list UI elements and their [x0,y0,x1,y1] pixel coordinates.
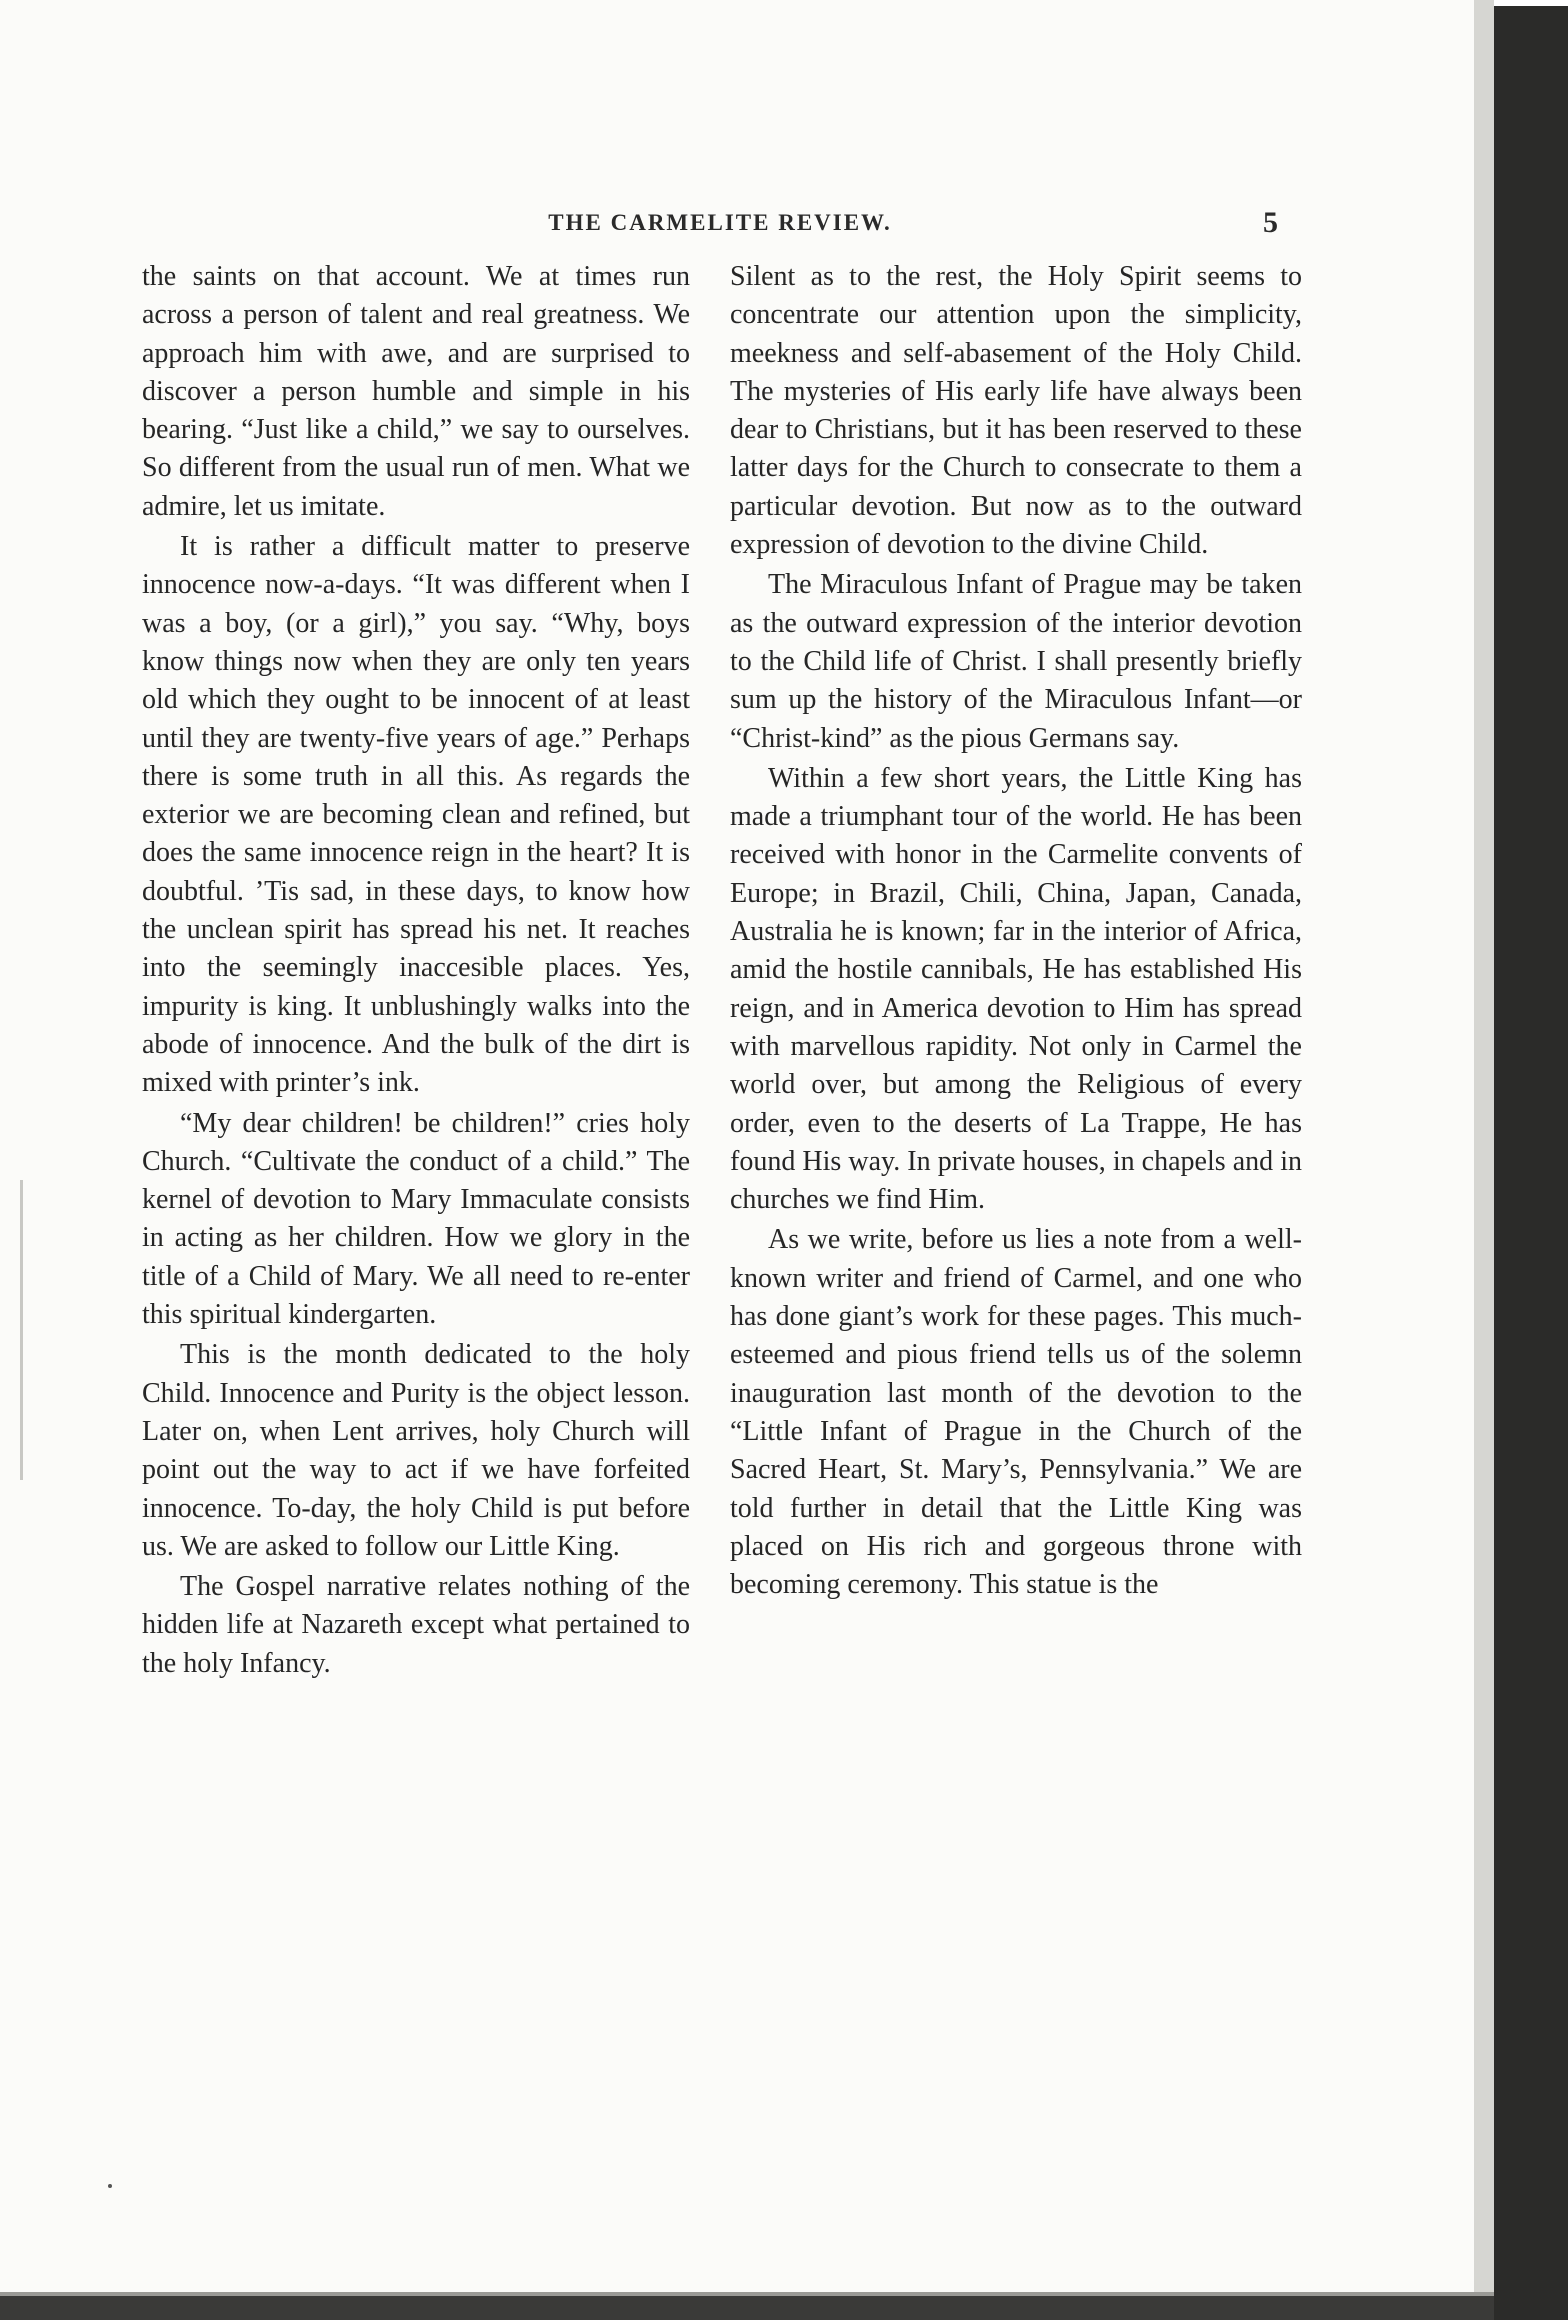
page-header [140,206,1300,250]
scan-speck [108,2184,112,2188]
paragraph: “My dear children! be children!” cries holy Church. “Cultivate the conduct of a child.” The kernel of devotion to Mary Immaculate consists in acting as her children. How we glory in the title of a Child of Mary. We all need to re-enter this spiritual kindergarten. [142,1107,690,1331]
paragraph: The Miraculous Infant of Prague may be taken as the outward expression of the interior devotion to the Child life of Christ. I shall presently briefly sum up the history of the Miraculous Infant—or “Christ-kind” as the pious Germans say. [730,569,1302,754]
paragraph: The Gospel narrative relates nothing of the hidden life at Nazareth except what pertained to the holy Infancy. [142,1571,690,1679]
page-edge [1474,0,1494,2320]
scan-background [0,2296,1494,2320]
right-column [730,258,1302,1604]
paragraph: Within a few short years, the Little King has made a triumphant tour of the world. He has been received with honor in the Carmelite convents of Europe; in Brazil, Chili, China, Japan, Canada, Australia he is known; far in the interior of Africa, amid the hostile cannibals, He has established His reign, and in America devotion to Him has spread with marvellous rapidity. Not only in Carmel the world over, but among the Religious of every order, even to the deserts of La Trappe, He has found His way. In private houses, in chapels and in churches we find Him. [730,762,1302,1216]
page-gutter-mark [20,1180,23,1480]
paragraph: It is rather a difficult matter to preserve innocence now-a-days. “It was different when I was a boy, (or a girl),” you say. “Why, boys know things now when they are only ten years old which they ought to be innocent of at least until they are twenty-five years of age.” Perhaps there is some truth in all this. As regards the exterior we are becoming clean and refined, but does the same innocence reign in the heart? It is doubtful. ’Tis sad, in these days, to know how the unclean spirit has spread his net. It reaches into the seemingly inaccesible places. Yes, impurity is king. It unblushingly walks into the abode of innocence. And the bulk of the dirt is mixed with printer’s ink. [142,531,690,1099]
paragraph: As we write, before us lies a note from a well-known writer and friend of Carmel, and one who has done giant’s work for these pages. This much-esteemed and pious friend tells us of the solemn inauguration last month of the devotion to the “Little Infant of Prague in the Church of the Sacred Heart, St. Mary’s, Pennsylvania.” We are told further in detail that the Little King was placed on His rich and gorgeous throne with becoming ceremony. This statue is the [730,1224,1302,1601]
paragraph: This is the month dedicated to the holy Child. Innocence and Purity is the object lesson. Later on, when Lent arrives, holy Church will point out the way to act if we have forfeited innocence. To-day, the holy Child is put before us. We are asked to follow our Little King. [142,1339,690,1562]
paragraph: the saints on that account. We at times run across a person of talent and real greatness. We approach him with awe, and are surprised to discover a person humble and simple in his bearing. “Just like a child,” we say to ourselves. So different from the usual run of men. What we admire, let us imitate. [142,261,690,522]
paragraph: Silent as to the rest, the Holy Spirit seems to concentrate our attention upon the simplicity, meekness and self-abasement of the Holy Child. The mysteries of His early life have always been dear to Christians, but it has been reserved to these latter days for the Church to consecrate to them a particular devotion. But now as to the outward expression of devotion to the divine Child. [730,261,1302,561]
scan-background [1494,6,1568,2320]
running-title: THE CARMELITE REVIEW. [548,210,892,235]
page-number: 5 [1263,206,1278,239]
left-column [142,258,690,1683]
